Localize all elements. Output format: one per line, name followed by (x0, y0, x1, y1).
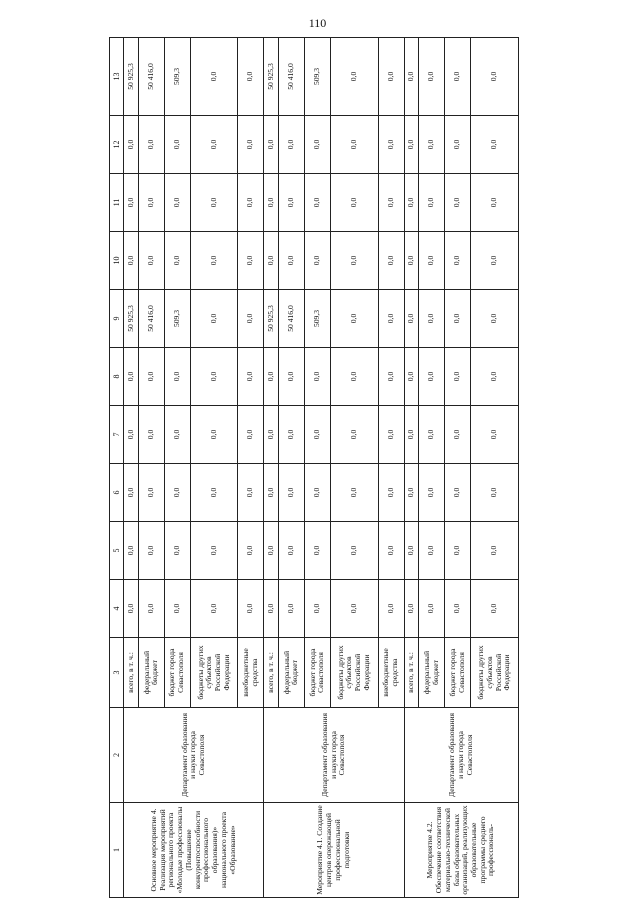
value-cell: 0,0 (378, 232, 404, 290)
value-cell: 0,0 (238, 116, 264, 174)
value-cell: 0,0 (304, 348, 330, 406)
funding-source-cell: бюджет города Севастополя (164, 638, 190, 708)
value-cell: 0,0 (304, 580, 330, 638)
value-cell: 0,0 (138, 522, 164, 580)
header-cell: 2 (110, 708, 124, 803)
value-cell: 0,0 (419, 522, 445, 580)
header-cell: 8 (110, 348, 124, 406)
value-cell: 0,0 (304, 116, 330, 174)
value-cell: 0,0 (419, 580, 445, 638)
value-cell: 50 925,3 (264, 38, 279, 116)
value-cell: 0,0 (164, 232, 190, 290)
value-cell: 0,0 (445, 464, 471, 522)
value-cell: 0,0 (445, 348, 471, 406)
table-container (109, 38, 519, 898)
value-cell: 0,0 (404, 348, 419, 406)
value-cell: 0,0 (138, 464, 164, 522)
value-cell: 50 416,0 (138, 290, 164, 348)
value-cell: 0,0 (471, 174, 519, 232)
value-cell: 0,0 (404, 232, 419, 290)
value-cell: 0,0 (445, 406, 471, 464)
value-cell: 0,0 (190, 116, 238, 174)
value-cell: 0,0 (238, 580, 264, 638)
header-cell: 10 (110, 232, 124, 290)
funding-source-cell: всего, в т. ч.: (264, 638, 279, 708)
value-cell: 0,0 (264, 580, 279, 638)
value-cell: 0,0 (124, 580, 139, 638)
value-cell: 0,0 (164, 464, 190, 522)
header-cell: 5 (110, 522, 124, 580)
executor-cell: Департамент образования и науки города Севастополя (404, 708, 519, 803)
value-cell: 0,0 (304, 522, 330, 580)
value-cell: 0,0 (378, 174, 404, 232)
value-cell: 0,0 (190, 522, 238, 580)
value-cell: 0,0 (138, 348, 164, 406)
value-cell: 0,0 (330, 406, 378, 464)
value-cell: 0,0 (124, 348, 139, 406)
value-cell: 509,3 (164, 290, 190, 348)
value-cell: 0,0 (238, 522, 264, 580)
value-cell: 0,0 (190, 464, 238, 522)
funding-source-cell: бюджеты других субъектов Российской Федерации (330, 638, 378, 708)
value-cell: 0,0 (378, 290, 404, 348)
value-cell: 0,0 (190, 174, 238, 232)
value-cell: 0,0 (138, 232, 164, 290)
value-cell: 0,0 (264, 406, 279, 464)
value-cell: 0,0 (190, 580, 238, 638)
funding-source-cell: бюджеты других субъектов Российской Федерации (190, 638, 238, 708)
value-cell: 0,0 (124, 174, 139, 232)
value-cell: 0,0 (164, 116, 190, 174)
value-cell: 0,0 (419, 232, 445, 290)
value-cell: 509,3 (304, 290, 330, 348)
value-cell: 0,0 (330, 580, 378, 638)
value-cell: 0,0 (279, 348, 305, 406)
funding-source-cell: бюджет города Севастополя (304, 638, 330, 708)
table-row (124, 38, 139, 898)
table-row (264, 38, 279, 898)
value-cell: 0,0 (279, 522, 305, 580)
value-cell: 509,3 (304, 38, 330, 116)
value-cell: 0,0 (304, 464, 330, 522)
value-cell: 0,0 (124, 522, 139, 580)
value-cell: 0,0 (419, 290, 445, 348)
header-cell: 3 (110, 638, 124, 708)
value-cell: 0,0 (404, 464, 419, 522)
funding-source-cell: бюджеты других субъектов Российской Федерации (471, 638, 519, 708)
value-cell: 0,0 (378, 38, 404, 116)
value-cell: 0,0 (404, 290, 419, 348)
value-cell: 0,0 (238, 174, 264, 232)
value-cell: 0,0 (124, 232, 139, 290)
value-cell: 0,0 (445, 290, 471, 348)
funding-source-cell: внебюджетные средства (378, 638, 404, 708)
value-cell: 0,0 (164, 174, 190, 232)
value-cell: 50 416,0 (279, 38, 305, 116)
value-cell: 0,0 (279, 174, 305, 232)
value-cell: 0,0 (124, 406, 139, 464)
value-cell: 0,0 (238, 464, 264, 522)
value-cell: 0,0 (164, 406, 190, 464)
value-cell: 0,0 (264, 232, 279, 290)
value-cell: 0,0 (264, 348, 279, 406)
value-cell: 0,0 (471, 464, 519, 522)
value-cell: 0,0 (330, 38, 378, 116)
value-cell: 0,0 (445, 38, 471, 116)
value-cell: 0,0 (264, 464, 279, 522)
funding-source-cell: федеральный бюджет (138, 638, 164, 708)
value-cell: 0,0 (124, 464, 139, 522)
funding-source-cell: федеральный бюджет (419, 638, 445, 708)
table-body (110, 38, 519, 898)
value-cell: 0,0 (238, 38, 264, 116)
value-cell: 50 416,0 (138, 38, 164, 116)
value-cell: 0,0 (304, 232, 330, 290)
value-cell: 0,0 (378, 348, 404, 406)
value-cell: 0,0 (264, 174, 279, 232)
funding-source-cell: бюджет города Севастополя (445, 638, 471, 708)
value-cell: 0,0 (138, 580, 164, 638)
header-cell: 4 (110, 580, 124, 638)
value-cell: 0,0 (404, 116, 419, 174)
value-cell: 0,0 (404, 174, 419, 232)
value-cell: 0,0 (279, 406, 305, 464)
measure-name-cell: Основное мероприятие 4. Реализация мероприятий регионального проекта «Молодые профессионалы (Повышение конкурентоспособности профессионального образования)» национального проекта «Образование» (124, 803, 264, 898)
value-cell: 0,0 (471, 290, 519, 348)
value-cell: 0,0 (190, 406, 238, 464)
value-cell: 0,0 (404, 406, 419, 464)
value-cell: 0,0 (378, 406, 404, 464)
value-cell: 0,0 (279, 464, 305, 522)
value-cell: 0,0 (330, 290, 378, 348)
value-cell: 0,0 (190, 232, 238, 290)
header-cell: 7 (110, 406, 124, 464)
value-cell: 0,0 (471, 38, 519, 116)
value-cell: 0,0 (378, 116, 404, 174)
table-header-row (110, 38, 124, 898)
funding-table (109, 37, 519, 898)
value-cell: 0,0 (164, 348, 190, 406)
value-cell: 0,0 (238, 290, 264, 348)
value-cell: 0,0 (378, 522, 404, 580)
value-cell: 0,0 (445, 522, 471, 580)
value-cell: 0,0 (279, 580, 305, 638)
value-cell: 0,0 (404, 580, 419, 638)
value-cell: 50 925,3 (264, 290, 279, 348)
value-cell: 0,0 (419, 174, 445, 232)
value-cell: 0,0 (445, 174, 471, 232)
funding-source-cell: федеральный бюджет (279, 638, 305, 708)
value-cell: 0,0 (471, 580, 519, 638)
header-cell: 11 (110, 174, 124, 232)
value-cell: 0,0 (445, 580, 471, 638)
value-cell: 0,0 (419, 464, 445, 522)
value-cell: 509,3 (164, 38, 190, 116)
value-cell: 0,0 (419, 38, 445, 116)
value-cell: 0,0 (330, 464, 378, 522)
value-cell: 50 416,0 (279, 290, 305, 348)
value-cell: 0,0 (471, 522, 519, 580)
value-cell: 0,0 (330, 348, 378, 406)
value-cell: 50 925,3 (124, 290, 139, 348)
value-cell: 50 925,3 (124, 38, 139, 116)
value-cell: 0,0 (304, 174, 330, 232)
value-cell: 0,0 (330, 174, 378, 232)
value-cell: 0,0 (471, 232, 519, 290)
funding-source-cell: всего, в т. ч.: (124, 638, 139, 708)
value-cell: 0,0 (190, 348, 238, 406)
value-cell: 0,0 (164, 580, 190, 638)
value-cell: 0,0 (304, 406, 330, 464)
measure-name-cell: Мероприятие 4.1. Создание центров опережающей профессиональной подготовки (264, 803, 404, 898)
value-cell: 0,0 (190, 290, 238, 348)
value-cell: 0,0 (164, 522, 190, 580)
value-cell: 0,0 (471, 116, 519, 174)
value-cell: 0,0 (238, 348, 264, 406)
funding-source-cell: всего, в т. ч.: (404, 638, 419, 708)
value-cell: 0,0 (238, 406, 264, 464)
page-number: 110 (308, 16, 327, 30)
measure-name-cell: Мероприятие 4.2. Обеспечение соответствия материально-технической базы образовательных организаций, реализующих образовательные программы среднего профессиональ- (404, 803, 519, 898)
value-cell: 0,0 (471, 406, 519, 464)
value-cell: 0,0 (378, 464, 404, 522)
executor-cell: Департамент образования и науки города Севастополя (264, 708, 404, 803)
value-cell: 0,0 (445, 116, 471, 174)
value-cell: 0,0 (264, 522, 279, 580)
value-cell: 0,0 (419, 348, 445, 406)
value-cell: 0,0 (124, 116, 139, 174)
table-row (404, 38, 419, 898)
header-cell: 6 (110, 464, 124, 522)
value-cell: 0,0 (138, 406, 164, 464)
value-cell: 0,0 (419, 116, 445, 174)
value-cell: 0,0 (279, 116, 305, 174)
value-cell: 0,0 (330, 232, 378, 290)
value-cell: 0,0 (404, 522, 419, 580)
value-cell: 0,0 (445, 232, 471, 290)
value-cell: 0,0 (190, 38, 238, 116)
value-cell: 0,0 (419, 406, 445, 464)
header-cell: 12 (110, 116, 124, 174)
value-cell: 0,0 (138, 116, 164, 174)
value-cell: 0,0 (471, 348, 519, 406)
value-cell: 0,0 (330, 116, 378, 174)
header-cell: 9 (110, 290, 124, 348)
value-cell: 0,0 (404, 38, 419, 116)
funding-source-cell: внебюджетные средства (238, 638, 264, 708)
header-cell: 13 (110, 38, 124, 116)
value-cell: 0,0 (330, 522, 378, 580)
executor-cell: Департамент образования и науки города Севастополя (124, 708, 264, 803)
header-cell: 1 (110, 803, 124, 898)
value-cell: 0,0 (378, 580, 404, 638)
value-cell: 0,0 (279, 232, 305, 290)
value-cell: 0,0 (264, 116, 279, 174)
value-cell: 0,0 (138, 174, 164, 232)
value-cell: 0,0 (238, 232, 264, 290)
